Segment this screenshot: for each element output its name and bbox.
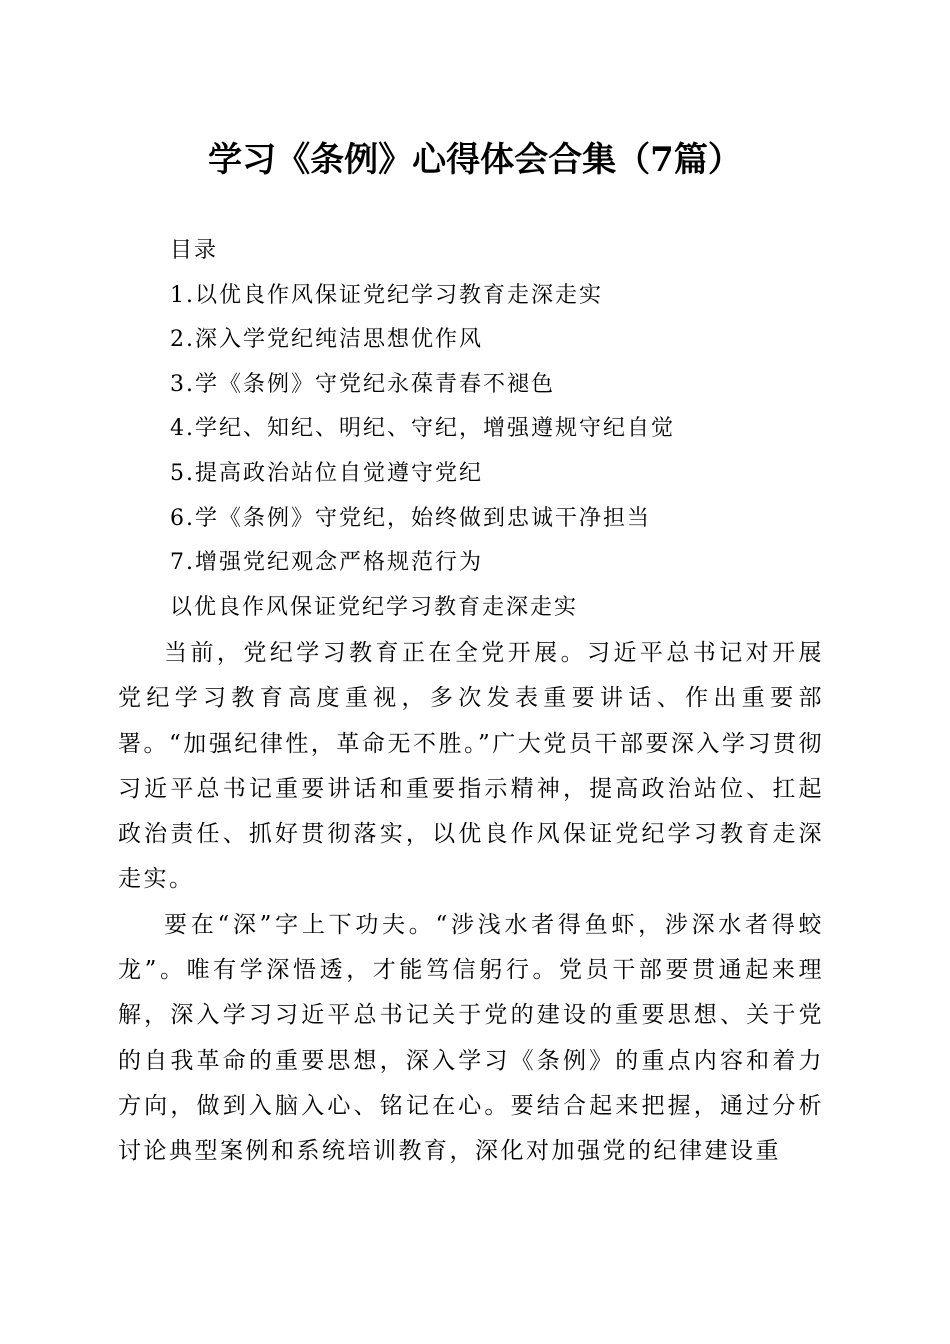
toc-item: 2.深入学党纪纯洁思想优作风 bbox=[170, 327, 483, 353]
toc-item: 5.提高政治站位自觉遵守党纪 bbox=[170, 460, 483, 486]
body-paragraph: 当前，党纪学习教育正在全党开展。习近平总书记对开展党纪学习教育高度重视，多次发表重要讲话、作出重要部署。“加强纪律性，革命无不胜。”广大党员干部要深入学习贯彻习近平总书记重要讲话和重要指示精神，提高政治站位、扛起政治责任、抓好贯彻落实，以优良作风保证党纪学习教育走深走实。 bbox=[118, 640, 824, 893]
toc-item: 7.增强党纪观念严格规范行为 bbox=[170, 550, 483, 576]
article-body bbox=[118, 631, 824, 1175]
toc-heading: 目录 bbox=[170, 238, 219, 263]
body-paragraph: 要在“深”字上下功夫。“涉浅水者得鱼虾，涉深水者得蛟龙”。唯有学深悟透，才能笃信躬行。党员干部要贯通起来理解，深入学习习近平总书记关于党的建设的重要思想、关于党的自我革命的重要思想，深入学习《条例》的重点内容和着力方向，做到入脑入心、铭记在心。要结合起来把握，通过分析讨论典型案例和系统培训教育，深化对加强党的纪律建设重 bbox=[118, 911, 824, 1165]
toc-item: 3.学《条例》守党纪永葆青春不褪色 bbox=[170, 371, 555, 397]
table-of-contents bbox=[170, 229, 850, 630]
toc-item: 6.学《条例》守党纪，始终做到忠诚干净担当 bbox=[170, 505, 651, 531]
article-title: 以优良作风保证党纪学习教育走深走实 bbox=[170, 594, 579, 620]
toc-item: 4.学纪、知纪、明纪、守纪，增强遵规守纪自觉 bbox=[170, 416, 675, 442]
document-title: 学习《条例》心得体会合集（7篇） bbox=[208, 140, 742, 180]
toc-item: 1.以优良作风保证党纪学习教育走深走实 bbox=[170, 282, 603, 308]
